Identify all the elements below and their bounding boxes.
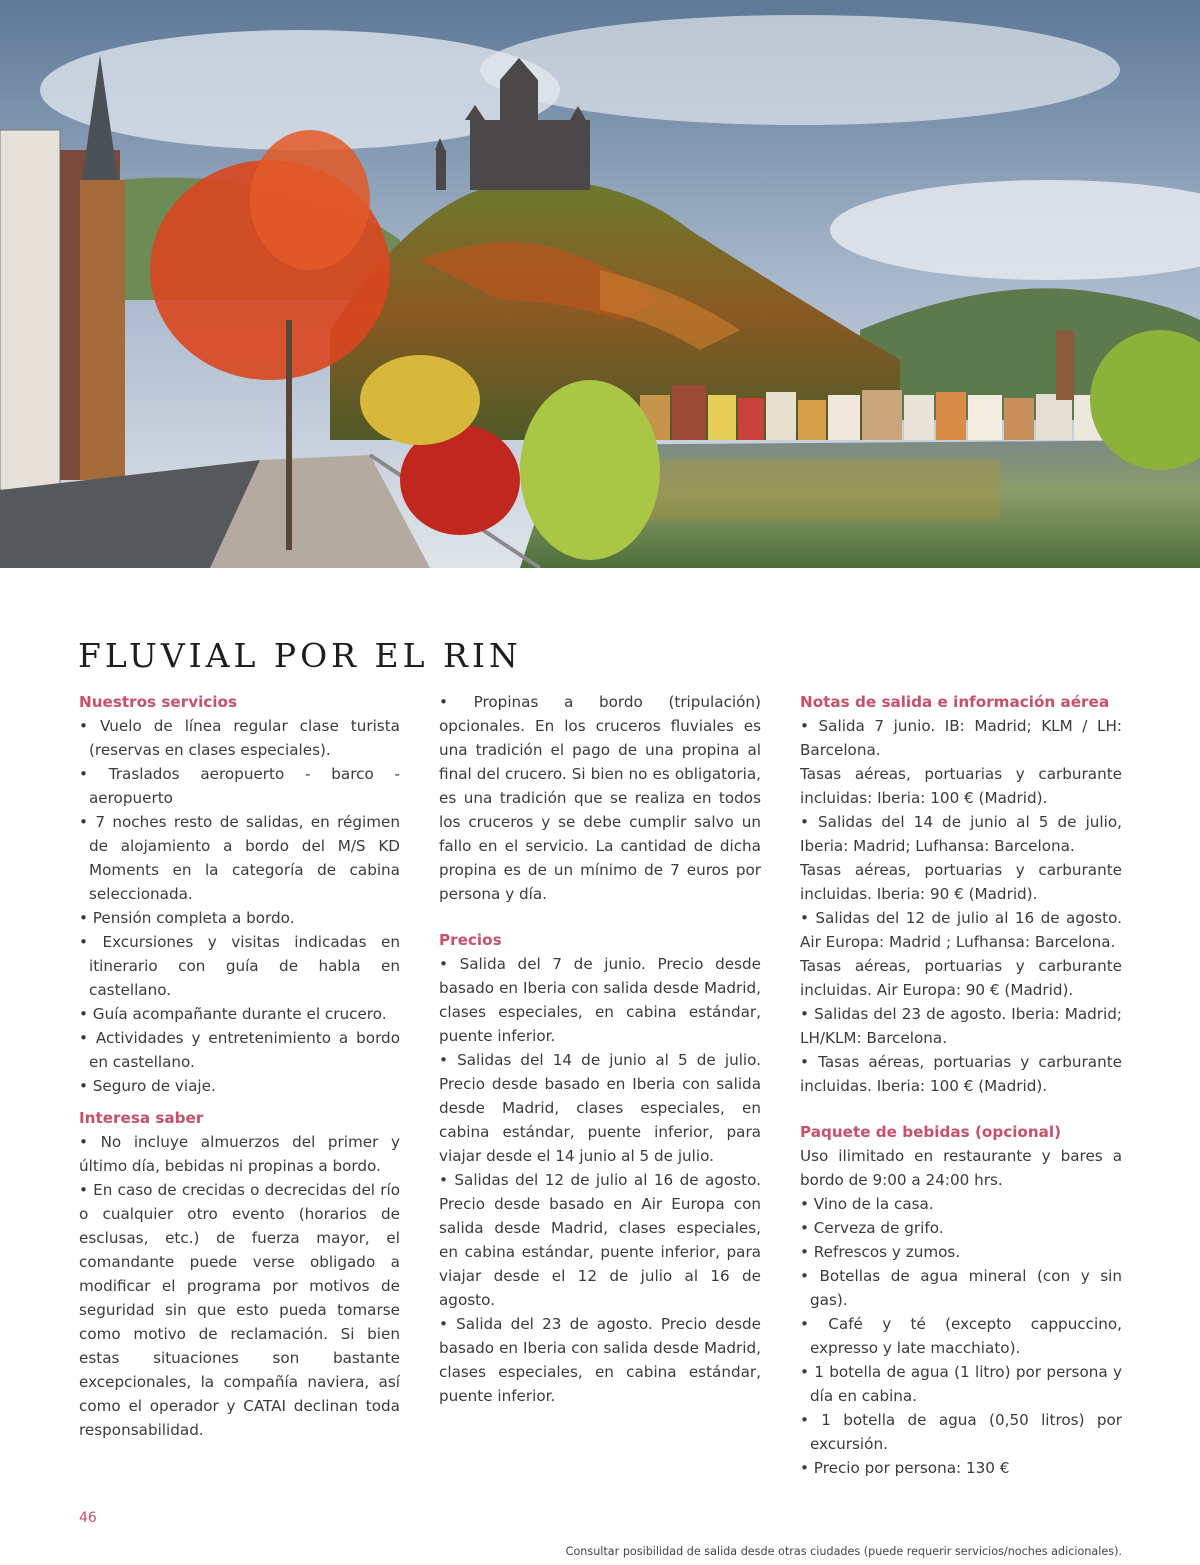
bebidas-item: • 1 botella de agua (0,50 litros) por excursión.	[800, 1408, 1122, 1456]
precios-item: • Salida del 23 de agosto. Precio desde basado en Iberia con salida desde Madrid, clases especiales, en cabina estándar, puente inferior.	[439, 1312, 761, 1408]
interesa-item: • No incluye almuerzos del primer y último día, bebidas ni propinas a bordo.	[79, 1130, 400, 1178]
servicios-item: • Actividades y entretenimiento a bordo en castellano.	[79, 1026, 400, 1074]
bebidas-item: • 1 botella de agua (1 litro) por persona y día en cabina.	[800, 1360, 1122, 1408]
servicios-heading: Nuestros servicios	[79, 693, 237, 711]
servicios-item: • 7 noches resto de salidas, en régimen de alojamiento a bordo del M/S KD Moments en la categoría de cabina seleccionada.	[79, 810, 400, 906]
precios-heading: Precios	[439, 931, 502, 949]
servicios-item: • Vuelo de línea regular clase turista (reservas en clases especiales).	[79, 714, 400, 762]
interesa-heading: Interesa saber	[79, 1109, 204, 1127]
castle-river-landscape-image	[0, 0, 1200, 568]
column-1	[79, 690, 400, 1442]
hero-photo	[0, 0, 1200, 568]
notas-heading: Notas de salida e información aérea	[800, 693, 1110, 711]
bebidas-item: • Refrescos y zumos.	[800, 1240, 1122, 1264]
bebidas-item: • Vino de la casa.	[800, 1192, 1122, 1216]
precios-item: • Salidas del 14 de junio al 5 de julio. Precio desde basado en Iberia con salida desde Madrid, clases especiales, en cabina estándar, puente inferior, para viajar desde el 14 junio al 5 de julio.	[439, 1048, 761, 1168]
bebidas-heading: Paquete de bebidas (opcional)	[800, 1123, 1062, 1141]
page-title: FLUVIAL POR EL RIN	[78, 636, 522, 675]
bebidas-intro: Uso ilimitado en restaurante y bares a bordo de 9:00 a 24:00 hrs.	[800, 1147, 1122, 1189]
notas-tasas: Tasas aéreas, portuarias y carburante incluidas. Air Europa: 90 € (Madrid).	[800, 957, 1122, 999]
footnote: Consultar posibilidad de salida desde otras ciudades (puede requerir servicios/noches adicionales).	[565, 1545, 1122, 1558]
notas-tasas: Tasas aéreas, portuarias y carburante incluidas: Iberia: 100 € (Madrid).	[800, 765, 1122, 807]
bebidas-item: • Botellas de agua mineral (con y sin gas).	[800, 1264, 1122, 1312]
bebidas-item: • Café y té (excepto cappuccino, expresso y late macchiato).	[800, 1312, 1122, 1360]
column-2	[439, 690, 761, 1408]
notas-item: • Salidas del 23 de agosto. Iberia: Madrid; LH/KLM: Barcelona.	[800, 1002, 1122, 1050]
notas-tasas: Tasas aéreas, portuarias y carburante incluidas. Iberia: 90 € (Madrid).	[800, 861, 1122, 903]
precios-item: • Salidas del 12 de julio al 16 de agosto. Precio desde basado en Air Europa con salida desde Madrid, clases especiales, en cabina estándar, puente inferior, para viajar desde el 12 de julio al 16 de agosto.	[439, 1168, 761, 1312]
notas-item: • Salidas del 12 de julio al 16 de agosto. Air Europa: Madrid ; Lufhansa: Barcelona.	[800, 906, 1122, 954]
bebidas-item: • Cerveza de grifo.	[800, 1216, 1122, 1240]
notas-item: • Tasas aéreas, portuarias y carburante incluidas. Iberia: 100 € (Madrid).	[800, 1050, 1122, 1098]
servicios-item: • Pensión completa a bordo.	[79, 906, 400, 930]
bebidas-item: • Precio por persona: 130 €	[800, 1456, 1122, 1480]
servicios-item: • Guía acompañante durante el crucero.	[79, 1002, 400, 1026]
precios-item: • Salida del 7 de junio. Precio desde basado en Iberia con salida desde Madrid, clases especiales, en cabina estándar, puente inferior.	[439, 952, 761, 1048]
interesa-item: • Propinas a bordo (tripulación) opcionales. En los cruceros fluviales es una tradición el pago de una propina al final del crucero. Si bien no es obligatoria, es una tradición que se realiza en todos los cruceros y se debe cumplir salvo un fallo en el servicio. La cantidad de dicha propina es de un mínimo de 7 euros por persona y día.	[439, 690, 761, 906]
servicios-item: • Traslados aeropuerto - barco - aeropuerto	[79, 762, 400, 810]
page-number: 46	[79, 1510, 97, 1526]
notas-item: • Salidas del 14 de junio al 5 de julio, Iberia: Madrid; Lufhansa: Barcelona.	[800, 810, 1122, 858]
servicios-item: • Seguro de viaje.	[79, 1074, 400, 1098]
interesa-item: • En caso de crecidas o decrecidas del río o cualquier otro evento (horarios de esclusas, etc.) de fuerza mayor, el comandante puede verse obligado a modificar el programa por motivos de seguridad sin que esto pueda tomarse como motivo de reclamación. Si bien estas situaciones son bastante excepcionales, la compañía naviera, así como el operador y CATAI declinan toda responsabilidad.	[79, 1178, 400, 1442]
column-3	[800, 690, 1122, 1480]
notas-item: • Salida 7 junio. IB: Madrid; KLM / LH: Barcelona.	[800, 714, 1122, 762]
servicios-item: • Excursiones y visitas indicadas en itinerario con guía de habla en castellano.	[79, 930, 400, 1002]
